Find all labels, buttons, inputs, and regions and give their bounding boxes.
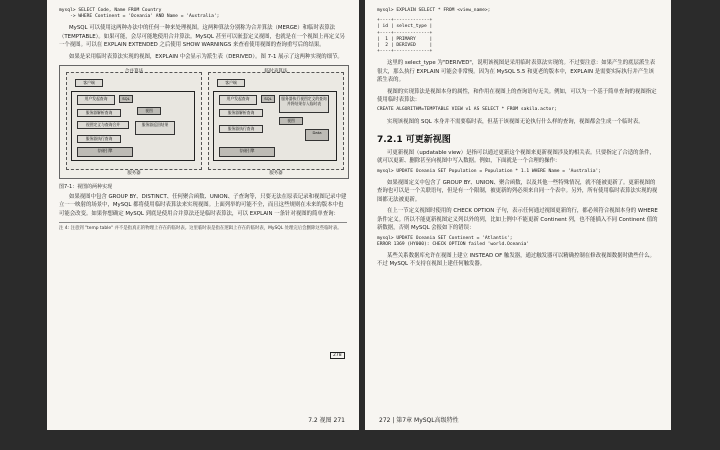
view-algorithms-figure [59, 65, 349, 179]
sql-box: SQL [119, 95, 133, 103]
exec-query-box: 服务器执行查询 [219, 125, 263, 133]
user-query-box: 用户发起查询 [219, 95, 257, 105]
paragraph: 实现该视图的 SQL 本身并不需要临时表，但基于该视图无论执行什么样的查询，视图都会生成一个临时表。 [387, 118, 644, 125]
paragraph: 如果视图中包含 GROUP BY、DISTINCT、任何聚合函数、UNION、子查询等，只要无法在原表记录和视图记录中建立一一映射的场景中，MySQL 都将使用临时表算法来实现视图。上面列举的可能不全，而且这些规则在未来的版本中也可能会改变。如果你想确定 MySQL 到底是使用合并算法还是临时表算法，可以 EXPLAIN 一条针对视图的简单查询： [59, 194, 347, 217]
storage-engine-box: 存储引擎 [77, 147, 133, 157]
paragraph: 可更新视图（updatable view）是指可以通过更新这个视图来更新视图涉及的相关表。只要指定了合适的条件，就可以更新、删除甚至向视图中写入数据。例如，下面就是一个合理的操作： [377, 150, 655, 165]
panel-title: 临时表算法 [264, 69, 288, 75]
query-parse-box: 服务器解析查询 [77, 109, 121, 117]
paragraph: 这里的 select_type 为"DERIVED"，说明该视图是采用临时表算法实现的。不过要注意：如果产生的底层派生表很大，那么执行 EXPLAIN 可能会非常慢。因为在 MySQL 5.5 和更老的版本中，EXPLAIN 是需要实际执行并产生该派生表的。 [377, 60, 656, 84]
paragraph: 某些关系数据库允许在视图上建立 INSTEAD OF 触发器，通过触发器可以精确控制在修改视图数据时做些什么。不过 MySQL 不支持在视图上建任何触发器。 [377, 252, 655, 268]
paragraph: 视图的实现算法是视图本身的属性，和作用在视图上的查询语句无关。例如，可以为一个基于简单查询的视图指定使用临时表算法： [377, 88, 657, 104]
left-page [47, 0, 359, 430]
sql-code-block: mysql> EXPLAIN SELECT * FROM <view_name>; [377, 8, 491, 13]
merge-view-box: 视图定义与查询合并 [77, 121, 129, 129]
paragraph: 如果视图定义中包含了 GROUP BY、UNION、聚合函数，以及其他一些特殊情况，就不能被更新了。更新视图的查询也可以是一个关联语句，但是有一个限制，被更新的列必须来自同一个表中。另外，所有使用临时表算法实现的视图都无法被更新。 [377, 180, 658, 203]
merge-algorithm-panel [66, 69, 202, 177]
client-box: 客户端 [75, 79, 103, 87]
section-heading: 7.2.1 可更新视图 [377, 135, 451, 146]
footnote: 注 4: 注意到 "temp table" 并不是指真正的物理上存在的临时表。这里临时表是指在逻辑上存在的临时表，MySQL 处理完后会删除这些临时表。 [59, 222, 347, 232]
server-label: 服务器 [269, 171, 283, 177]
sql-code-block: CREATE ALGORITHM=TEMPTABLE VIEW v1 AS SELECT * FROM sakila.actor; [377, 107, 557, 113]
page-footer: 7.2 视图 271 [308, 417, 345, 424]
query-parse-box: 服务器解析查询 [219, 109, 263, 117]
page-footer: 272 | 第7章 MySQL高级特性 [379, 417, 459, 424]
paragraph: 如果是采用临时表算法实现的视图，EXPLAIN 中会显示为派生表（DERIVED）。图 7-1 展示了这两种实现的细节。 [69, 53, 343, 60]
figure-caption: 图7-1：视图的两种实现 [59, 184, 113, 191]
sql-code-block: mysql> SELECT Code, Name FROM Country -> WHERE Continent = 'Oceania' AND Name = 'Australia'; [59, 8, 220, 20]
explain-result-table: +----+-------------+ | id | select_type | +----+-------------+ | 1 | PRIMARY | | 2 | DERIVED | +----+-------------+ [377, 18, 433, 55]
right-page [365, 0, 671, 430]
return-result-box: 服务器返回结果 [135, 121, 175, 135]
temp-data-box: Data [305, 129, 329, 141]
sql-code-block: mysql> UPDATE Oceania SET Population = Population * 1.1 WHERE Name = 'Australia'; [377, 168, 602, 174]
temptable-algorithm-panel [208, 69, 344, 177]
page-tab-marker: 278 [330, 352, 345, 359]
client-box: 客户端 [217, 79, 245, 87]
paragraph: MySQL 可以使用这两种办法中的任何一种来处理视图。这两种算法分别称为合并算法（MERGE）和临时表算法（TEMPTABLE）。如果可能，会尽可能地使用合并算法。MySQL 甚至可以嵌套定义视图，也就是在一个视图上再定义另一个视图。可以在 EXPLAIN EXTENDED 之后使用 SHOW WARNINGS 来查看使用视图的查询重写后的结果。 [59, 25, 345, 49]
temp-exec-box: 服务器执行视图定义的查询并将结果存入临时表 [279, 95, 329, 113]
panel-title: 合并算法 [124, 69, 144, 75]
view-box: 视图 [137, 107, 161, 115]
user-query-box: 用户发起查询 [77, 95, 115, 105]
paragraph: 在上一节定义视图时使用的 CHECK OPTION 子句，表示任何通过视图更新的行，都必须符合视图本身的 WHERE 条件定义。所以不能更新视图定义列以外的列，比如上例中不能更新 Continent 列，也不能插入不同 Continent 值的新数据，否则 MySQL 会报如下的错误： [377, 208, 658, 232]
exec-query-box: 服务器执行查询 [77, 135, 121, 143]
storage-engine-box: 存储引擎 [219, 147, 275, 157]
sql-code-block: mysql> UPDATE Oceania SET Continent = 'Atlantis'; ERROR 1369 (HY000): CHECK OPTION failed 'world.Oceania' [377, 235, 530, 247]
server-label: 服务器 [127, 171, 141, 177]
view-box: 视图 [279, 117, 303, 125]
sql-box: SQL [261, 95, 275, 103]
